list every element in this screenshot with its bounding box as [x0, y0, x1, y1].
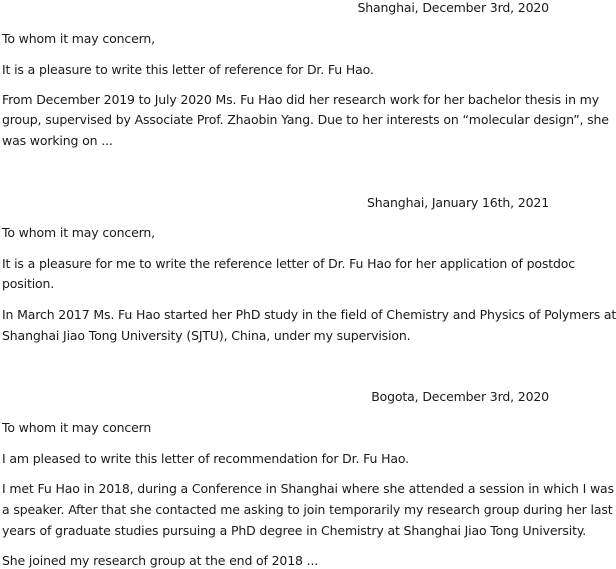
letter-2-dateline: Shanghai, January 16th, 2021 [366, 195, 549, 210]
letter-1-paragraph-2-line-1: From December 2019 to July 2020 Ms. Fu Hao did her research work for her bachelor thesis in my [2, 92, 599, 107]
letter-3-paragraph-2-line-3: years of graduate studies pursuing a PhD degree in Chemistry at Shanghai Jiao Tong University. [2, 523, 587, 538]
letter-2-paragraph-1-line-2: position. [2, 276, 55, 291]
letter-3-paragraph-2-line-2: a speaker. After that she contacted me asking to join temporarily my research group during her last [2, 502, 613, 517]
letter-2-paragraph-2-line-1: In March 2017 Ms. Fu Hao started her PhD study in the field of Chemistry and Physics of Polymers at [2, 307, 616, 322]
letter-3-paragraph-2-line-1: I met Fu Hao in 2018, during a Conference in Shanghai where she attended a session in which I was [2, 481, 614, 496]
letter-1-paragraph-2-line-3: was working on ... [2, 133, 113, 148]
letter-3-paragraph-3-line-1: She joined my research group at the end of 2018 ... [2, 553, 319, 568]
letter-3-dateline: Bogota, December 3rd, 2020 [371, 389, 549, 404]
letter-1-paragraph-1-line-1: It is a pleasure to write this letter of reference for Dr. Fu Hao. [2, 62, 374, 77]
letter-2-salutation: To whom it may concern, [2, 225, 156, 240]
letter-1-salutation: To whom it may concern, [2, 31, 156, 46]
letter-1-dateline: Shanghai, December 3rd, 2020 [357, 0, 549, 15]
letter-2-paragraph-2-line-2: Shanghai Jiao Tong University (SJTU), China, under my supervision. [2, 328, 411, 343]
letter-2-paragraph-1-line-1: It is a pleasure for me to write the reference letter of Dr. Fu Hao for her application of postdoc [2, 256, 575, 271]
letter-3-salutation: To whom it may concern [2, 420, 152, 435]
letter-3-paragraph-1-line-1: I am pleased to write this letter of recommendation for Dr. Fu Hao. [2, 451, 409, 466]
letter-1-paragraph-2-line-2: group, supervised by Associate Prof. Zhaobin Yang. Due to her interests on “molecular design”, she [2, 112, 609, 127]
